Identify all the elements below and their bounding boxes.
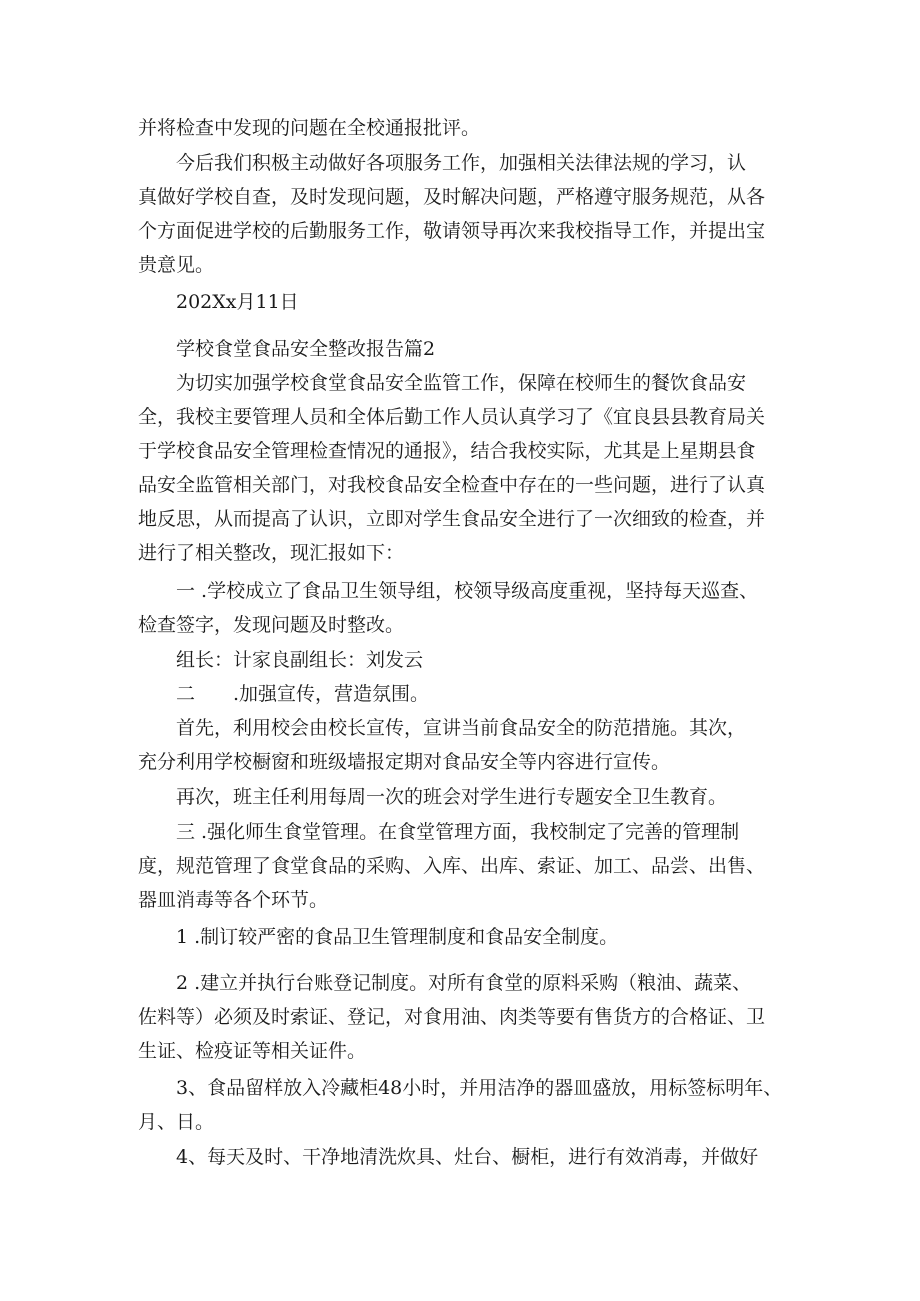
text-line: 生证、检疫证等相关证件。 [138,1040,367,1062]
text-line: 学校食堂食品安全整改报告篇2 [176,338,436,360]
text-line: 充分利用学校橱窗和班级墙报定期对食品安全等内容进行宣传。 [138,751,671,773]
text-line: 全，我校主要管理人员和全体后勤工作人员认真学习了《宜良县县教育局关 [138,406,766,428]
text-line: 首先，利用校会由校长宣传，宣讲当前食品安全的防范措施。其次， [176,717,747,739]
text-line: 贵意见。 [138,254,215,276]
text-line: 一 .学校成立了食品卫生领导组，校领导级高度重视，坚持每天巡查、 [176,580,759,602]
text-line: 4、每天及时、干净地清洗炊具、灶台、橱柜，进行有效消毒，并做好 [176,1146,759,1168]
paragraph-item-3 [138,815,794,917]
text-line: 佐料等）必须及时索证、登记，对食用油、肉类等要有售货方的合格证、卫 [138,1006,766,1028]
text-line: 再次，班主任利用每周一次的班会对学生进行专题安全卫生教育。 [176,786,728,808]
text-line: 2 .建立并执行台账登记制度。对所有食堂的原料采购（粮油、蔬菜、 [176,972,752,994]
text-line: 今后我们积极主动做好各项服务工作，加强相关法律法规的学习，认 [176,152,747,174]
text-line: 进行了相关整改，现汇报如下： [138,542,405,564]
paragraph-sub-3 [138,1071,794,1139]
paragraph-2 [138,146,794,282]
section-heading [138,332,794,366]
paragraph-class-meeting [138,780,794,814]
paragraph-intro [138,366,794,570]
paragraph-item-2 [138,677,794,711]
text-line: 器皿消毒等各个环节。 [138,889,329,911]
text-line: 为切实加强学校食堂食品安全监管工作，保障在校师生的餐饮食品安 [176,372,747,394]
paragraph-publicity [138,711,794,779]
paragraph-1 [138,111,794,145]
text-line: 真做好学校自查，及时发现问题，及时解决问题，严格遵守服务规范，从各 [138,186,766,208]
text-line: 三 .强化师生食堂管理。在食堂管理方面，我校制定了完善的管理制 [176,821,740,843]
text-line: 二 .加强宣传，营造氛围。 [176,683,430,705]
text-line: 于学校食品安全管理检查情况的通报》，结合我校实际，尤其是上星期县食 [138,440,756,462]
text-line: 月、日。 [138,1111,215,1133]
text-line: 地反思，从而提高了认识，立即对学生食品安全进行了一次细致的检查，并 [138,508,766,530]
text-line: 1 .制订较严密的食品卫生管理制度和食品安全制度。 [176,926,619,948]
paragraph-sub-2 [138,966,794,1068]
paragraph-leaders [138,643,794,677]
text-line: 202Xx月11日 [176,291,299,313]
text-line: 3、食品留样放入冷藏柜48小时，并用洁净的器皿盛放，用标签标明年、 [176,1077,783,1099]
text-line: 检查签字，发现问题及时整改。 [138,614,405,636]
text-line: 品安全监管相关部门，对我校食品安全检查中存在的一些问题，进行了认真 [138,474,766,496]
text-line: 度，规范管理了食堂食品的采购、入库、出库、索证、加工、品尝、出售、 [138,855,766,877]
text-line: 并将检查中发现的问题在全校通报批评。 [138,117,481,139]
paragraph-sub-4 [138,1140,794,1174]
paragraph-item-1 [138,574,794,642]
text-line: 个方面促进学校的后勤服务工作，敬请领导再次来我校指导工作，并提出宝 [138,220,766,242]
date-line [138,285,794,319]
text-line: 组长：计家良副组长：刘发云 [176,649,424,671]
paragraph-sub-1 [138,920,794,954]
